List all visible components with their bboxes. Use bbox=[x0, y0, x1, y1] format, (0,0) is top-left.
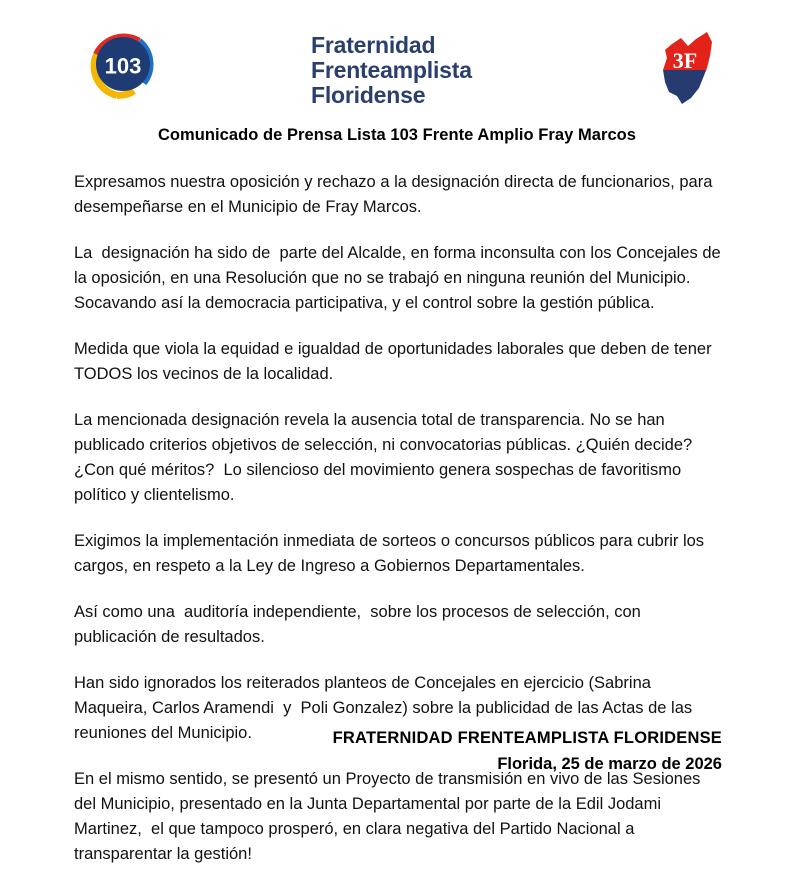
body-paragraph: Medida que viola la equidad e igualdad de oportunidades laborales que deben de tener TODOS los vecinos de la localidad. bbox=[74, 340, 716, 383]
document-footer bbox=[0, 726, 722, 776]
document-body bbox=[74, 170, 726, 888]
body-paragraph: Expresamos nuestra oposición y rechazo a la designación directa de funcionarios, para desempeñarse en el Municipio de Fray Marcos. bbox=[74, 173, 717, 216]
body-paragraph: Así como una auditoría independiente, sobre los procesos de selección, con publicación de resultados. bbox=[74, 603, 646, 646]
body-paragraph: Han sido ignorados los reiterados planteos de Concejales en ejercicio (Sabrina Maqueira, Carlos Aramendi y Poli Gonzalez) sobre la publicidad de las Actas de las reuniones del Municipio. bbox=[74, 674, 697, 742]
page-title: Comunicado de Prensa Lista 103 Frente Amplio Fray Marcos bbox=[157, 126, 637, 144]
body-paragraph: En el mismo sentido, se presentó un Proyecto de transmisión en vivo de las Sesiones del Municipio, presentado en la Junta Departamental por parte de la Edil Jodami Martinez, el que tampoco prosperó, en clara negativa del Partido Nacional a transparentar la gestión! bbox=[74, 770, 706, 863]
organization-name-line-1: Fraternidad bbox=[311, 32, 436, 58]
lista-103-logo bbox=[86, 30, 158, 102]
body-paragraph: La designación ha sido de parte del Alcalde, en forma inconsulta con los Concejales de la oposición, en una Resolución que no se trabajó en ninguna reunión del Municipio. Socavando así la democracia participativa, y el control sobre la gestión pública. bbox=[74, 244, 726, 312]
lista-103-logo-text: 103 bbox=[104, 53, 142, 79]
body-paragraph: La mencionada designación revela la ausencia total de transparencia. No se han publicado criterios objetivos de selección, ni convocatorias públicas. ¿Quién decide? ¿Con qué méritos? Lo silencioso del movimiento genera sospechas de favoritismo político y clientelismo. bbox=[74, 411, 697, 504]
signature-organization: FRATERNIDAD FRENTEAMPLISTA FLORIDENSE bbox=[332, 729, 722, 747]
organization-name-line-2: Frenteamplista bbox=[311, 57, 472, 83]
document-header bbox=[0, 0, 794, 118]
organization-name-line-3: Floridense bbox=[311, 82, 426, 108]
organization-name bbox=[311, 33, 472, 108]
fraternidad-3f-logo-text: 3F bbox=[672, 48, 698, 73]
signature-place-date: Florida, 25 de marzo de 2026 bbox=[497, 755, 722, 773]
body-paragraph: Exigimos la implementación inmediata de sorteos o concursos públicos para cubrir los cargos, en respeto a la Ley de Ingreso a Gobiernos Departamentales. bbox=[74, 532, 709, 575]
fraternidad-3f-logo bbox=[655, 30, 719, 106]
